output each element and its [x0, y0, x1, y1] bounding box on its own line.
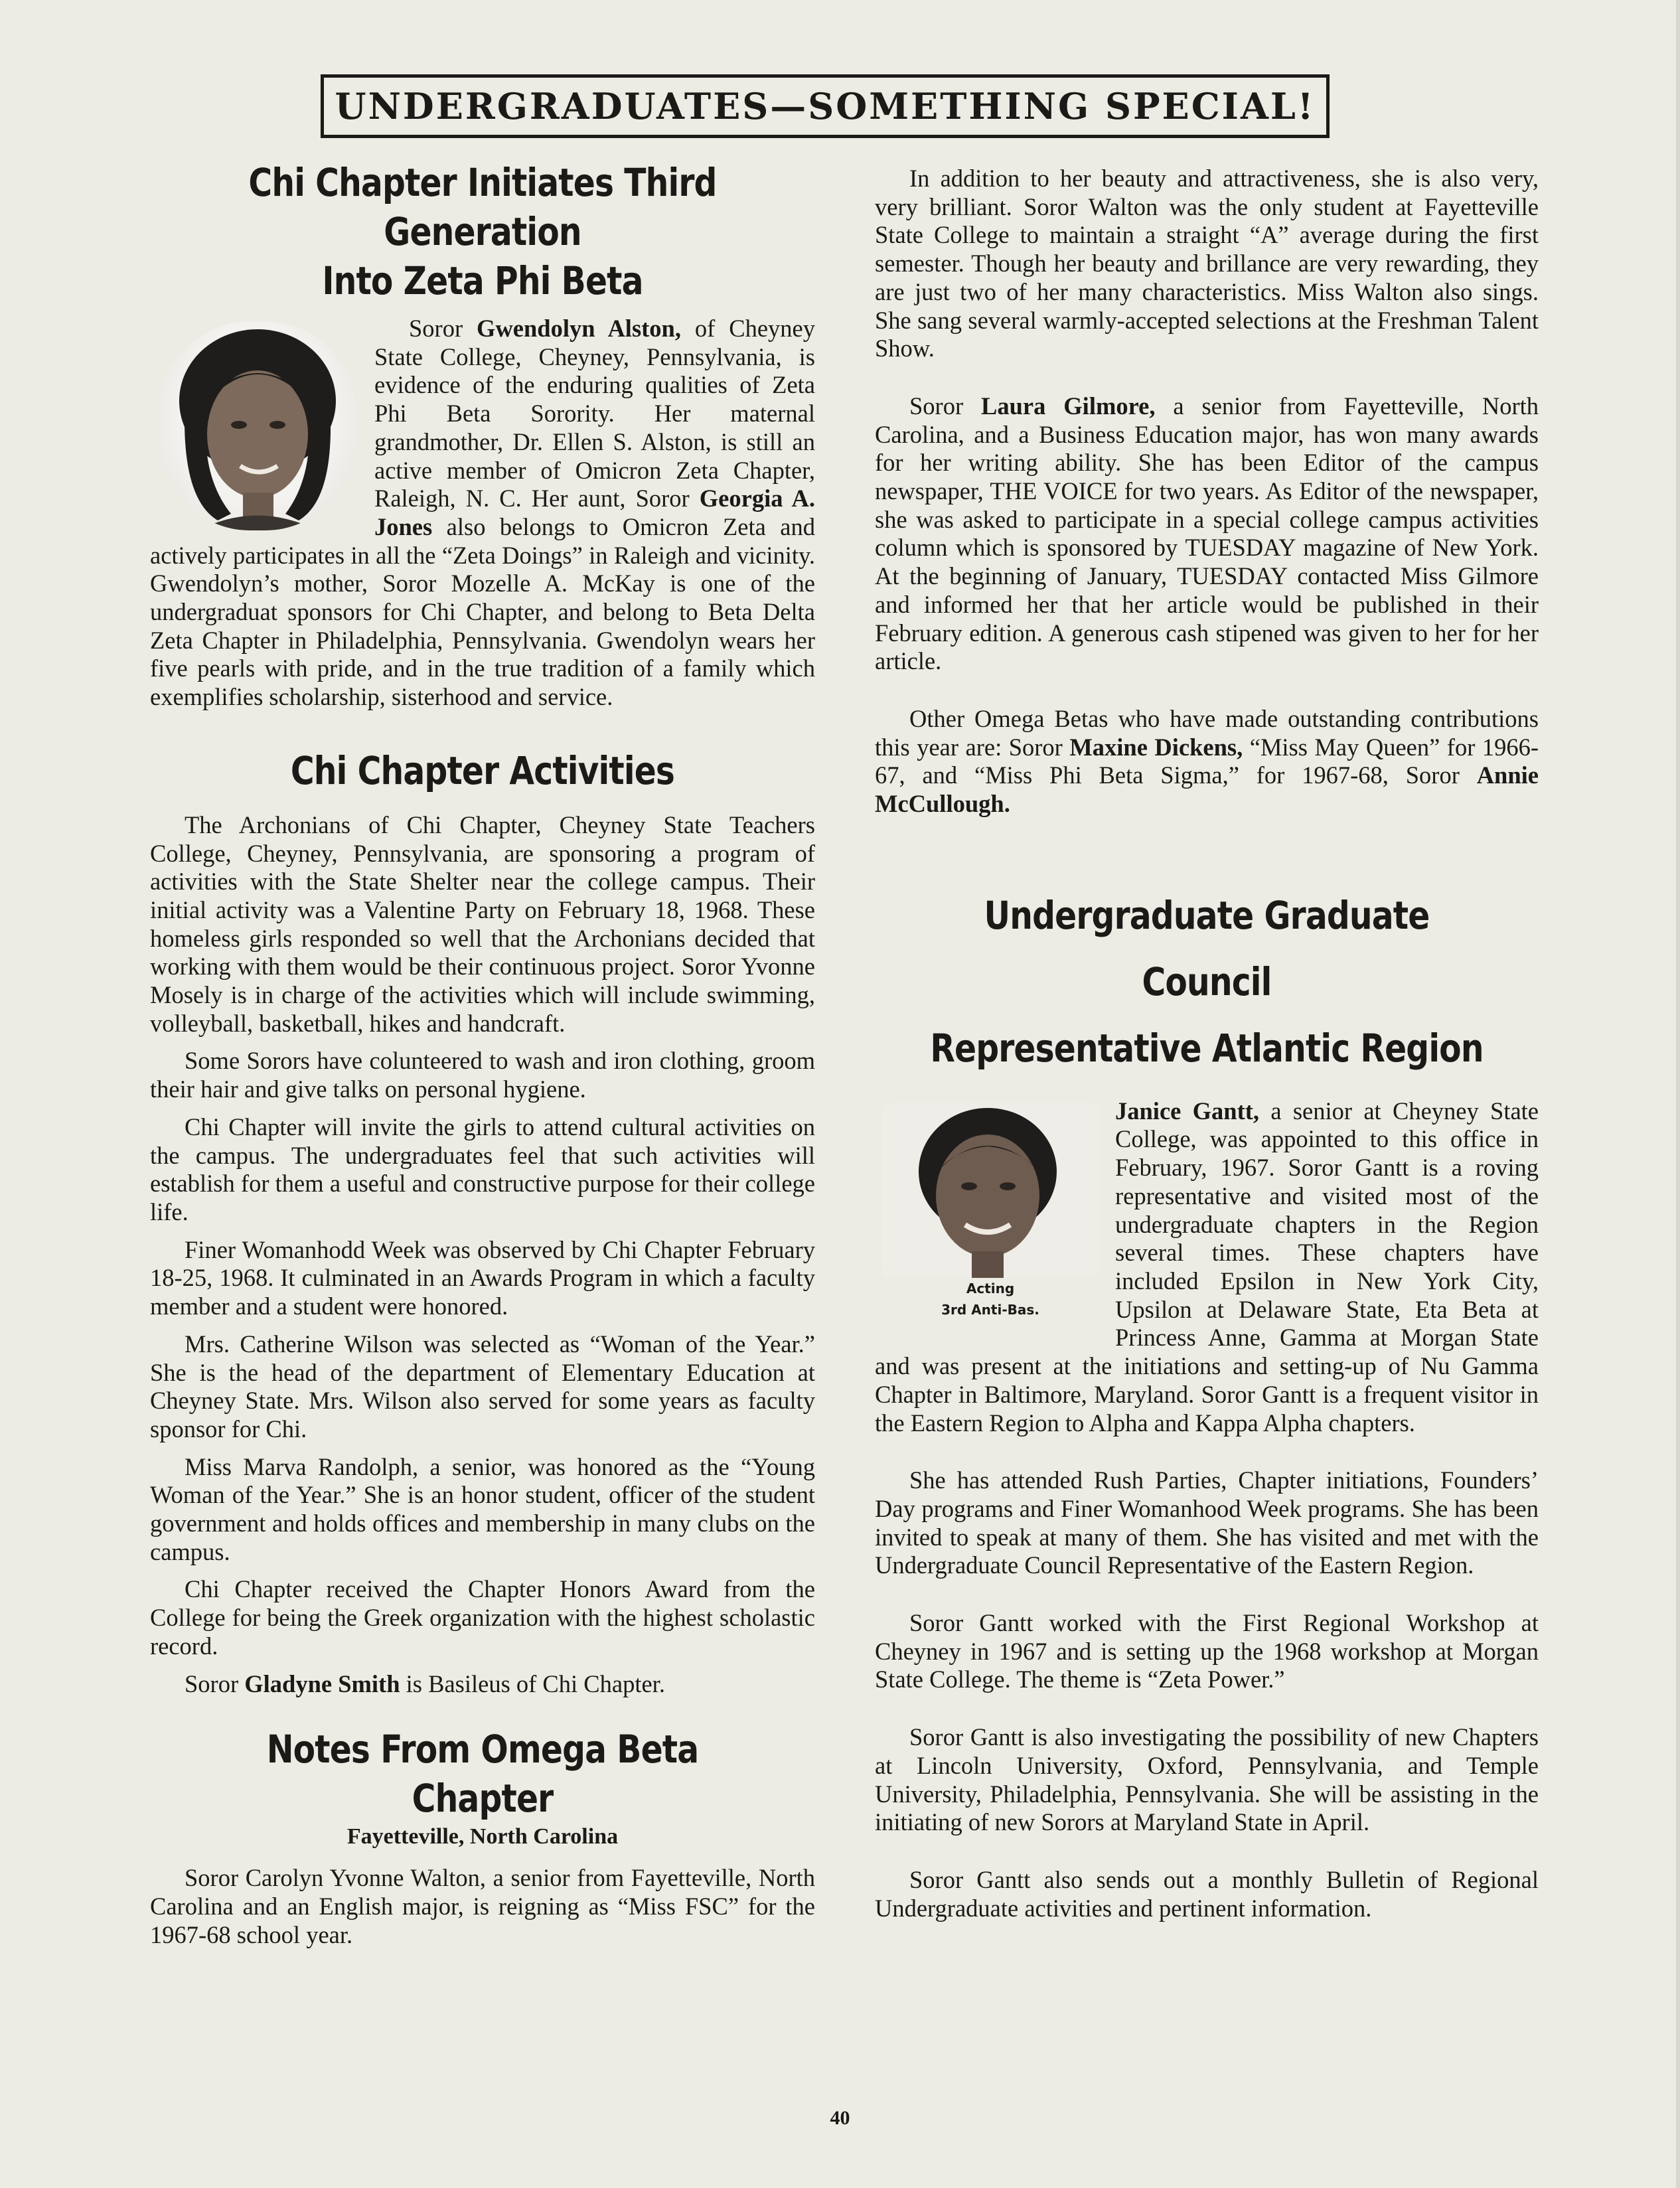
article-council-representative [875, 882, 1539, 1923]
portrait-gwendolyn-icon [158, 321, 357, 530]
article-body: Soror Gwendolyn Alston, of Cheyney State College, Cheyney, Pennsylvania, is evidence of the enduring qualities of Zeta Phi Beta Sorority. Her maternal grandmother, Dr. Ellen S. Alston, is still an active member of Omicron Zeta Chapter, Raleigh, N. C. Her aunt, Soror Georgia A. Jones also belongs to Omicron Zeta and actively participates in all the “Zeta Doings” in Raleigh and vicinity. Gwendolyn’s mother, Soror Mozelle A. McKay is one of the undergraduat sponsors for Chi Chapter, and belong to Beta Delta Zeta Chapter in Philadelphia, Pennsylvania. Gwendolyn wears her five pearls with pride, and in the true tradition of a family which exemplifies scholarship, sisterhood and service. [150, 315, 816, 711]
banner-title: UNDERGRADUATES—SOMETHING SPECIAL! [335, 85, 1316, 127]
left-column [150, 158, 815, 1949]
right-column [875, 158, 1539, 1922]
paragraph: Soror Gantt worked with the First Regional Workshop at Cheyney in 1967 and is setting up the 1968 workshop at Morgan State College. The theme is “Zeta Power.” [875, 1609, 1539, 1693]
paragraph: Other Omega Betas who have made outstanding contributions this year are: Soror Maxine Dickens, “Miss May Queen” for 1966-67, and “Miss Phi Beta Sigma,” for 1967-68, Soror Annie McCullough. [875, 704, 1539, 818]
article-title: Undergraduate Graduate Council Representative Atlantic Region [930, 892, 1484, 1071]
paragraph: Soror Carolyn Yvonne Walton, a senior from Fayetteville, North Carolina and an English major, is reigning as “Miss FSC” for the 1967-68 school year. [150, 1864, 815, 1948]
paragraph: Chi Chapter will invite the girls to attend cultural activities on the campus. The undergraduates feel that such activities will establish for them a useful and constructive purpose for their college life. [150, 1113, 815, 1225]
article-subtitle: Fayetteville, North Carolina [346, 1824, 619, 1849]
paragraph: Soror Gantt is also investigating the possibility of new Chapters at Lincoln University, Oxford, Pennsylvania, and Temple University, Philadelphia, Pennsylvania. She will be assisting in the initiating of new Sorors at Maryland State in April. [875, 1723, 1539, 1836]
paragraph: Chi Chapter received the Chapter Honors Award from the College for being the Greek organization with the highest scholastic record. [150, 1575, 815, 1660]
paragraph: Soror Laura Gilmore, a senior from Fayetteville, North Carolina, and a Business Education major, has won many awards for her writing ability. She has been Editor of the campus newspaper, THE VOICE for two years. As Editor of the newspaper, she was asked to participate in a special college campus activities column which is sponsored by TUESDAY magazine of New York. At the beginning of January, TUESDAY contacted Miss Gilmore and informed her that her article would be published in their February edition. A generous cash stipened was given to her for her article. [875, 392, 1539, 675]
article-title: Chi Chapter Activities [290, 747, 675, 793]
article-omega-beta [150, 1725, 815, 1949]
paragraph: Soror Gladyne Smith is Basileus of Chi Chapter. [185, 1670, 665, 1697]
article-title: Notes From Omega Beta Chapter [266, 1727, 699, 1822]
article-chi-initiates [150, 158, 815, 712]
paragraph: Some Sorors have colunteered to wash and iron clothing, groom their hair and give talks on personal hygiene. [150, 1047, 815, 1103]
page-number: 40 [830, 2107, 850, 2129]
portrait-figure [881, 1103, 1099, 1320]
paragraph: Miss Marva Randolph, a senior, was honored as the “Young Woman of the Year.” She is an honor student, officer of the student government and holds offices and membership in many clubs on the campus. [150, 1452, 815, 1565]
paragraph: Janice Gantt, a senior at Cheyney State College, was appointed to this office in February, 1967. Soror Gantt is a roving representative and visited most of the undergraduate chapters in the Region several times. These chapters have included Epsilon in New York City, Upsilon at Delaware State, Eta Beta at Princess Anne, Gamma at Morgan State and was present at the initiations and setting-up of Nu Gamma Chapter in Baltimore, Maryland. Soror Gantt is a frequent visitor in the Eastern Region to Alpha and Kappa Alpha chapters. [875, 1097, 1539, 1437]
portrait-photo [158, 321, 357, 530]
paragraph: Finer Womanhodd Week was observed by Chi Chapter February 18-25, 1968. It culminated in an Awards Program in which a faculty member and a student were honored. [150, 1235, 815, 1320]
paragraph: Mrs. Catherine Wilson was selected as “Woman of the Year.” She is the head of the department of Elementary Education at Cheyney State. Mrs. Wilson also served for some years as faculty sponsor for Chi. [150, 1330, 815, 1443]
paragraph: She has attended Rush Parties, Chapter initiations, Founders’ Day programs and Finer Womanhood Week programs. She has been invited to speak at many of them. She has visited and met with the Undergraduate Council Representative of the Eastern Region. [875, 1466, 1539, 1579]
portrait-photo [881, 1103, 1099, 1278]
paragraph: In addition to her beauty and attractiveness, she is also very, very brilliant. Soror Walton was the only student at Fayetteville State College to maintain a straight “A” average during the first semester. Though her beauty and brillance are very rewarding, they are just two of her many characteristics. Miss Walton also sings. She sang several warmly-accepted selections at the Freshman Talent Show. [875, 165, 1539, 362]
article-chi-activities [150, 746, 815, 1698]
photo-caption: Acting 3rd Anti-Bas. [941, 1280, 1039, 1318]
paragraph: Soror Gantt also sends out a monthly Bulletin of Regional Undergraduate activities and pertinent information. [875, 1865, 1539, 1922]
section-banner [321, 74, 1330, 138]
portrait-janice-icon [881, 1103, 1099, 1278]
page-edge [1676, 0, 1680, 2188]
paragraph: The Archonians of Chi Chapter, Cheyney State Teachers College, Cheyney, Pennsylvania, are sponsoring a program of activities with the State Shelter near the college campus. Their initial activity was a Valentine Party on February 18, 1968. These homeless girls responded so well that the Archonians decided that working with them would be their continuous project. Soror Yvonne Mosely is in charge of the activities which will include swimming, volleyball, basketball, hikes and handcraft. [150, 811, 815, 1037]
article-title: Chi Chapter Initiates Third Generation Into Zeta Phi Beta [248, 160, 717, 303]
